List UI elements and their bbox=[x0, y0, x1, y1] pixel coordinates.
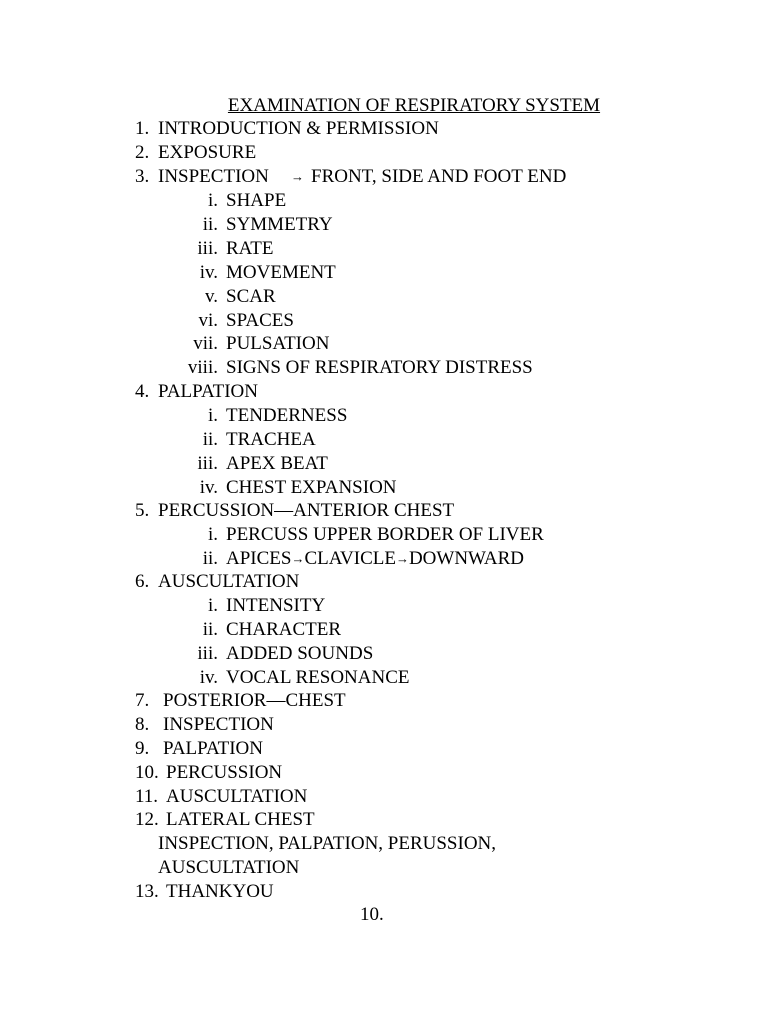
subitem-number: v. bbox=[204, 286, 218, 307]
item-text: AUSCULTATION bbox=[166, 786, 308, 807]
item-text: PALPATION bbox=[158, 381, 258, 402]
subitem-text: RATE bbox=[226, 238, 274, 259]
subitem-text: MOVEMENT bbox=[226, 262, 336, 283]
item-number: 13. bbox=[135, 881, 159, 902]
subitem-number: i. bbox=[207, 405, 218, 426]
subitem-number: iv. bbox=[199, 667, 218, 688]
item-text: LATERAL CHEST bbox=[166, 809, 315, 830]
subitem-number: ii. bbox=[202, 619, 218, 640]
arrow-icon: → bbox=[291, 551, 305, 566]
subitem-number: iii. bbox=[197, 453, 218, 474]
subitem-number: ii. bbox=[202, 548, 218, 569]
subitem-number: iii. bbox=[197, 643, 218, 664]
item-text: POSTERIOR—CHEST bbox=[163, 690, 346, 711]
arrow-icon: → bbox=[395, 551, 409, 566]
subitem-text: SCAR bbox=[226, 286, 276, 307]
subitem-number: viii. bbox=[187, 357, 218, 378]
subitem-text: SHAPE bbox=[226, 190, 287, 211]
subitem-number: i. bbox=[207, 524, 218, 545]
subitem-number: i. bbox=[207, 190, 218, 211]
page-number: 10. bbox=[360, 904, 384, 925]
arrow-icon: → bbox=[291, 169, 304, 184]
item-number: 7. bbox=[135, 690, 150, 711]
item-number: 3. bbox=[135, 166, 150, 187]
item-number: 9. bbox=[135, 738, 150, 759]
subitem-number: ii. bbox=[202, 214, 218, 235]
item-number: 8. bbox=[135, 714, 150, 735]
subitem-text: CHARACTER bbox=[226, 619, 342, 640]
subitem-number: vii. bbox=[193, 333, 218, 354]
subitem-text: TRACHEA bbox=[226, 429, 316, 450]
subitem-number: vi. bbox=[198, 310, 218, 331]
subitem-number: iv. bbox=[199, 262, 218, 283]
subitem-number: ii. bbox=[202, 429, 218, 450]
item-number: 4. bbox=[135, 381, 150, 402]
item-text: AUSCULTATION bbox=[158, 857, 300, 878]
item-number: 10. bbox=[135, 762, 159, 783]
subitem-text: SPACES bbox=[226, 310, 294, 331]
subitem-text: APICES→CLAVICLE→DOWNWARD bbox=[226, 548, 524, 569]
subitem-number: i. bbox=[207, 595, 218, 616]
item-number: 6. bbox=[135, 571, 150, 592]
subitem-text: APEX BEAT bbox=[226, 453, 328, 474]
item-text: EXPOSURE bbox=[158, 142, 257, 163]
item-number: 12. bbox=[135, 809, 159, 830]
item-text: INSPECTION bbox=[158, 166, 269, 187]
subitem-number: iii. bbox=[197, 238, 218, 259]
subitem-text: PULSATION bbox=[226, 333, 330, 354]
subitem-text: ADDED SOUNDS bbox=[226, 643, 374, 664]
subitem-text: VOCAL RESONANCE bbox=[226, 667, 410, 688]
item-number: 11. bbox=[135, 786, 159, 807]
item-extra-text: FRONT, SIDE AND FOOT END bbox=[311, 166, 567, 187]
page-title: EXAMINATION OF RESPIRATORY SYSTEM bbox=[227, 95, 601, 116]
item-text: INSPECTION, PALPATION, PERUSSION, bbox=[158, 833, 497, 854]
item-text: AUSCULTATION bbox=[158, 571, 300, 592]
item-text: PERCUSSION—ANTERIOR CHEST bbox=[158, 500, 455, 521]
item-text: THANKYOU bbox=[166, 881, 274, 902]
subitem-text: PERCUSS UPPER BORDER OF LIVER bbox=[226, 524, 544, 545]
item-number: 2. bbox=[135, 142, 150, 163]
subitem-text: INTENSITY bbox=[226, 595, 326, 616]
item-number: 5. bbox=[135, 500, 150, 521]
item-number: 1. bbox=[135, 118, 150, 139]
item-text: PALPATION bbox=[163, 738, 263, 759]
item-text: INSPECTION bbox=[163, 714, 274, 735]
subitem-text: TENDERNESS bbox=[226, 405, 348, 426]
item-text: INTRODUCTION & PERMISSION bbox=[158, 118, 439, 139]
subitem-number: iv. bbox=[199, 477, 218, 498]
subitem-text: SIGNS OF RESPIRATORY DISTRESS bbox=[226, 357, 533, 378]
subitem-text: CHEST EXPANSION bbox=[226, 477, 397, 498]
item-text: PERCUSSION bbox=[166, 762, 283, 783]
subitem-text: SYMMETRY bbox=[226, 214, 333, 235]
